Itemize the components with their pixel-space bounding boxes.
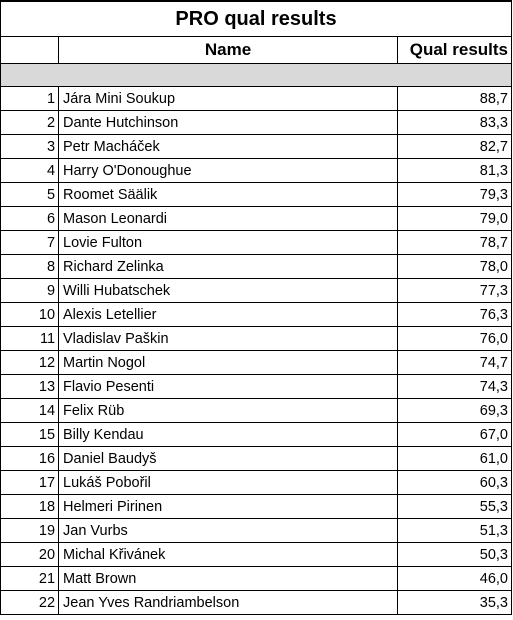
header-qual-results: Qual results xyxy=(397,37,511,64)
qual-result-cell: 78,0 xyxy=(397,255,511,279)
rank-cell: 17 xyxy=(1,471,59,495)
qual-result-cell: 77,3 xyxy=(397,279,511,303)
name-cell: Mason Leonardi xyxy=(59,207,398,231)
rank-cell: 6 xyxy=(1,207,59,231)
qual-result-cell: 88,7 xyxy=(397,87,511,111)
table-row xyxy=(1,135,512,159)
name-cell: Matt Brown xyxy=(59,567,398,591)
table-row xyxy=(1,471,512,495)
table-row xyxy=(1,87,512,111)
table-row xyxy=(1,111,512,135)
spacer-cell xyxy=(59,64,398,87)
spacer-row xyxy=(1,64,512,87)
name-cell: Willi Hubatschek xyxy=(59,279,398,303)
rank-cell: 10 xyxy=(1,303,59,327)
rank-cell: 5 xyxy=(1,183,59,207)
header-number xyxy=(1,37,59,64)
rank-cell: 4 xyxy=(1,159,59,183)
qual-result-cell: 81,3 xyxy=(397,159,511,183)
qual-result-cell: 82,7 xyxy=(397,135,511,159)
table-row xyxy=(1,447,512,471)
rank-cell: 19 xyxy=(1,519,59,543)
table-row xyxy=(1,399,512,423)
name-cell: Alexis Letellier xyxy=(59,303,398,327)
qual-result-cell: 78,7 xyxy=(397,231,511,255)
table-row xyxy=(1,591,512,615)
table-row xyxy=(1,279,512,303)
table-row xyxy=(1,423,512,447)
table-row xyxy=(1,375,512,399)
table-row xyxy=(1,159,512,183)
rank-cell: 12 xyxy=(1,351,59,375)
qual-result-cell: 74,7 xyxy=(397,351,511,375)
title-row xyxy=(1,1,512,37)
page-title: PRO qual results xyxy=(1,1,512,37)
rank-cell: 21 xyxy=(1,567,59,591)
table-row xyxy=(1,519,512,543)
table-row xyxy=(1,351,512,375)
table-row xyxy=(1,303,512,327)
table-row xyxy=(1,231,512,255)
qual-result-cell: 79,0 xyxy=(397,207,511,231)
name-cell: Helmeri Pirinen xyxy=(59,495,398,519)
rank-cell: 13 xyxy=(1,375,59,399)
name-cell: Jára Mini Soukup xyxy=(59,87,398,111)
qual-result-cell: 79,3 xyxy=(397,183,511,207)
qual-result-cell: 69,3 xyxy=(397,399,511,423)
rank-cell: 22 xyxy=(1,591,59,615)
header-name: Name xyxy=(59,37,398,64)
table-row xyxy=(1,327,512,351)
rank-cell: 3 xyxy=(1,135,59,159)
results-table-body xyxy=(1,1,512,615)
rank-cell: 18 xyxy=(1,495,59,519)
name-cell: Michal Křivánek xyxy=(59,543,398,567)
name-cell: Felix Rüb xyxy=(59,399,398,423)
rank-cell: 7 xyxy=(1,231,59,255)
name-cell: Dante Hutchinson xyxy=(59,111,398,135)
table-row xyxy=(1,567,512,591)
qual-result-cell: 60,3 xyxy=(397,471,511,495)
qual-result-cell: 76,3 xyxy=(397,303,511,327)
header-row xyxy=(1,37,512,64)
rank-cell: 16 xyxy=(1,447,59,471)
name-cell: Harry O'Donoughue xyxy=(59,159,398,183)
qual-result-cell: 74,3 xyxy=(397,375,511,399)
qual-result-cell: 67,0 xyxy=(397,423,511,447)
table-row xyxy=(1,255,512,279)
name-cell: Roomet Säälik xyxy=(59,183,398,207)
name-cell: Daniel Baudyš xyxy=(59,447,398,471)
rank-cell: 2 xyxy=(1,111,59,135)
spacer-cell xyxy=(397,64,511,87)
rank-cell: 14 xyxy=(1,399,59,423)
table-row xyxy=(1,543,512,567)
name-cell: Jean Yves Randriambelson xyxy=(59,591,398,615)
rank-cell: 15 xyxy=(1,423,59,447)
name-cell: Lukáš Pobořil xyxy=(59,471,398,495)
rank-cell: 11 xyxy=(1,327,59,351)
qual-result-cell: 76,0 xyxy=(397,327,511,351)
name-cell: Petr Macháček xyxy=(59,135,398,159)
spacer-cell xyxy=(1,64,59,87)
qual-result-cell: 61,0 xyxy=(397,447,511,471)
table-row xyxy=(1,207,512,231)
qual-result-cell: 46,0 xyxy=(397,567,511,591)
qual-result-cell: 55,3 xyxy=(397,495,511,519)
name-cell: Richard Zelinka xyxy=(59,255,398,279)
qual-result-cell: 35,3 xyxy=(397,591,511,615)
name-cell: Jan Vurbs xyxy=(59,519,398,543)
table-row xyxy=(1,495,512,519)
table-row xyxy=(1,183,512,207)
name-cell: Martin Nogol xyxy=(59,351,398,375)
rank-cell: 20 xyxy=(1,543,59,567)
qual-result-cell: 50,3 xyxy=(397,543,511,567)
rank-cell: 8 xyxy=(1,255,59,279)
qual-result-cell: 83,3 xyxy=(397,111,511,135)
name-cell: Vladislav Paškin xyxy=(59,327,398,351)
rank-cell: 9 xyxy=(1,279,59,303)
name-cell: Billy Kendau xyxy=(59,423,398,447)
name-cell: Lovie Fulton xyxy=(59,231,398,255)
qual-result-cell: 51,3 xyxy=(397,519,511,543)
name-cell: Flavio Pesenti xyxy=(59,375,398,399)
rank-cell: 1 xyxy=(1,87,59,111)
